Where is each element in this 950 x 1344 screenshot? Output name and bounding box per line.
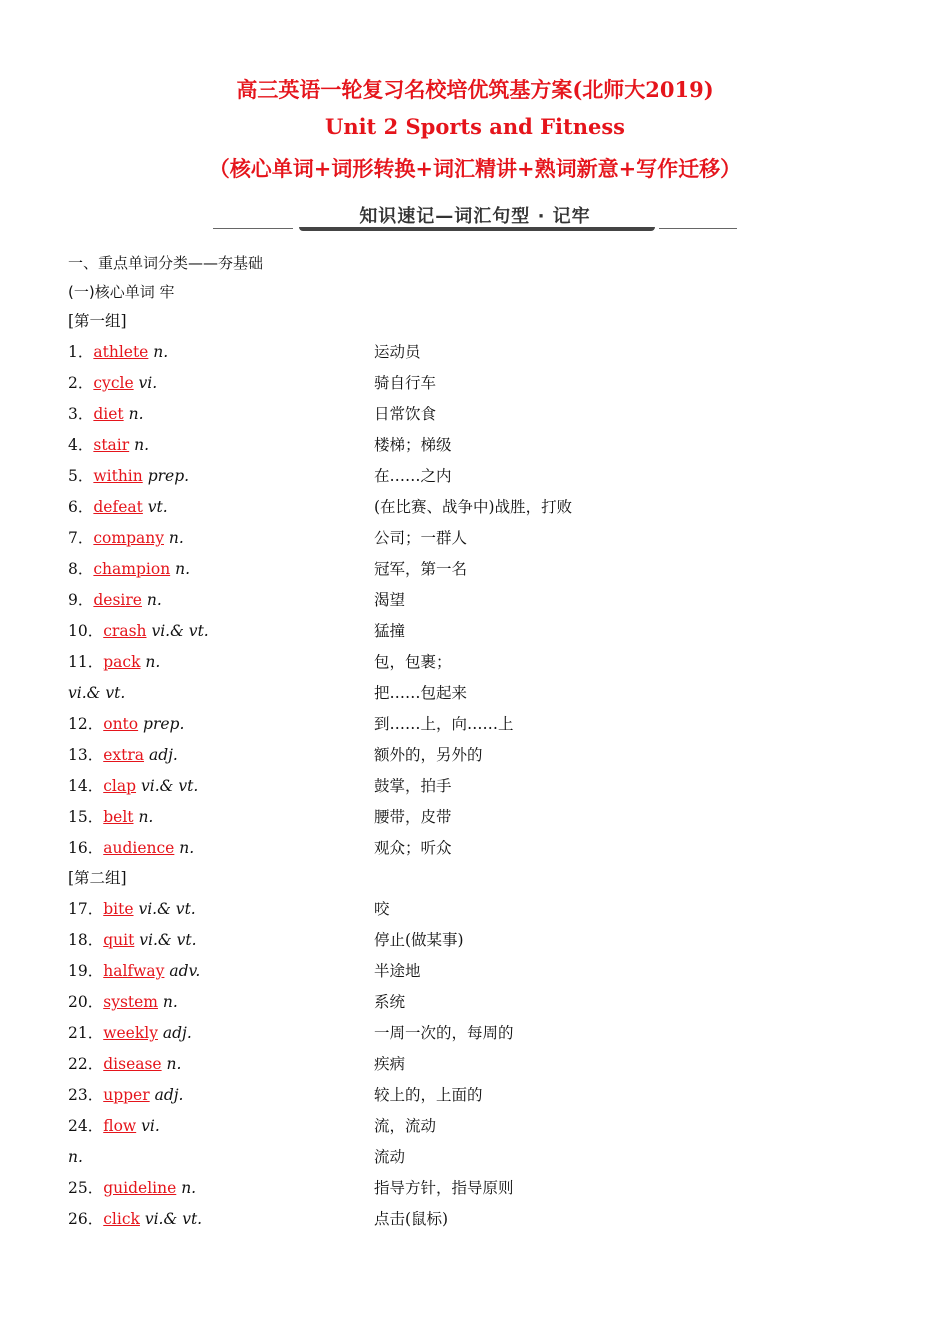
vocab-row <box>68 989 888 1015</box>
vocab-word: champion <box>93 560 171 578</box>
section-banner <box>213 200 737 236</box>
part-of-speech: n. <box>176 1179 197 1197</box>
chinese-meaning: (在比赛、战争中)战胜，打败 <box>374 498 573 516</box>
item-number: 21． <box>68 1024 104 1042</box>
item-number: 1． <box>68 343 94 361</box>
item-number: 17． <box>68 900 104 918</box>
chinese-meaning: 冠军，第一名 <box>374 560 468 578</box>
item-number: 19． <box>68 962 104 980</box>
vocab-row <box>68 1082 888 1108</box>
item-number: 4． <box>68 436 94 454</box>
vocab-row <box>68 463 888 489</box>
part-of-speech: vi. <box>136 1117 160 1135</box>
chinese-meaning: 半途地 <box>374 962 421 980</box>
vocab-word: diet <box>93 405 124 423</box>
chinese-meaning: 指导方针，指导原则 <box>374 1179 514 1197</box>
item-number: 5． <box>68 467 94 485</box>
item-number: 2． <box>68 374 94 392</box>
part-of-speech: adj. <box>144 746 178 764</box>
vocab-word: bite <box>103 900 134 918</box>
part-of-speech: n. <box>164 529 184 547</box>
chinese-meaning: 观众；听众 <box>374 839 452 857</box>
item-number: 24． <box>68 1117 104 1135</box>
part-of-speech: n. <box>158 993 178 1011</box>
chinese-meaning: 疾病 <box>374 1055 406 1073</box>
chinese-meaning: 运动员 <box>374 343 421 361</box>
item-number: 6． <box>68 498 94 516</box>
vocab-word: guideline <box>103 1179 177 1197</box>
chinese-meaning: 到……上，向……上 <box>374 715 514 733</box>
part-of-speech: vt. <box>142 498 168 516</box>
section-heading: 一、重点单词分类——夯基础 <box>68 254 264 272</box>
banner-text: 知识速记—词汇句型 · 记牢 <box>359 206 591 227</box>
chinese-meaning: 点击(鼠标) <box>374 1210 449 1228</box>
chinese-meaning: 流，流动 <box>374 1117 437 1135</box>
vocab-word: extra <box>103 746 145 764</box>
chinese-meaning: 停止(做某事) <box>374 931 464 949</box>
item-number: 18． <box>68 931 104 949</box>
vocab-word: click <box>103 1210 140 1228</box>
vocab-word: desire <box>93 591 142 609</box>
vocab-word: athlete <box>93 343 149 361</box>
document-title: 高三英语一轮复习名校培优筑基方案(北师大2019) <box>236 77 714 102</box>
chinese-meaning: 额外的，另外的 <box>374 746 483 764</box>
subtitle: （核心单词+词形转换+词汇精讲+熟词新意+写作迁移） <box>208 156 742 181</box>
vocab-row <box>68 494 888 520</box>
vocab-word: belt <box>103 808 134 826</box>
vocab-word: stair <box>93 436 130 454</box>
vocab-row <box>68 432 888 458</box>
vocab-row <box>68 1113 888 1139</box>
item-number: 22． <box>68 1055 104 1073</box>
chinese-meaning: 咬 <box>374 900 390 918</box>
chinese-meaning: 把……包起来 <box>374 684 468 702</box>
chinese-meaning: 骑自行车 <box>374 374 437 392</box>
item-number: 25． <box>68 1179 104 1197</box>
part-of-speech: n. <box>68 1148 83 1166</box>
vocab-row <box>68 556 888 582</box>
vocab-word: defeat <box>93 498 143 516</box>
chinese-meaning: 在……之内 <box>374 467 452 485</box>
part-of-speech: vi.& vt. <box>133 900 196 918</box>
part-of-speech: n. <box>123 405 144 423</box>
vocab-row <box>68 927 888 953</box>
vocab-word: crash <box>103 622 147 640</box>
vocab-row <box>68 1175 888 1201</box>
part-of-speech: n. <box>141 591 162 609</box>
group-label-text: [第一组] <box>68 312 127 330</box>
part-of-speech: adv. <box>164 962 201 980</box>
vocab-word: cycle <box>93 374 134 392</box>
item-number: 10． <box>68 622 104 640</box>
part-of-speech: vi.& vt. <box>146 622 209 640</box>
chinese-meaning: 渴望 <box>374 591 406 609</box>
banner-right-rule <box>659 228 737 229</box>
vocab-word: system <box>103 993 158 1011</box>
chinese-meaning: 包，包裹； <box>374 653 452 671</box>
chinese-meaning: 一周一次的，每周的 <box>374 1024 514 1042</box>
part-of-speech: adj. <box>149 1086 184 1104</box>
item-number: 12． <box>68 715 104 733</box>
vocab-row <box>68 1020 888 1046</box>
part-of-speech: n. <box>140 653 161 671</box>
part-of-speech: n. <box>148 343 169 361</box>
vocab-row <box>68 711 888 737</box>
part-of-speech: adj. <box>157 1024 192 1042</box>
chinese-meaning: 猛撞 <box>374 622 406 640</box>
part-of-speech: vi.& vt. <box>68 684 126 702</box>
vocab-word: weekly <box>103 1024 158 1042</box>
group-label <box>68 865 888 891</box>
vocab-word: halfway <box>103 962 165 980</box>
vocab-word: onto <box>103 715 139 733</box>
vocab-row <box>68 1051 888 1077</box>
banner-left-rule <box>213 228 293 229</box>
part-of-speech: n. <box>170 560 191 578</box>
vocab-word: upper <box>103 1086 150 1104</box>
item-number: 9． <box>68 591 94 609</box>
vocab-word: pack <box>103 653 141 671</box>
item-number: 14． <box>68 777 104 795</box>
vocab-word: within <box>93 467 143 485</box>
vocab-word: quit <box>103 931 135 949</box>
vocab-row <box>68 773 888 799</box>
chinese-meaning: 腰带，皮带 <box>374 808 452 826</box>
part-of-speech: n. <box>161 1055 182 1073</box>
vocab-row <box>68 1144 888 1170</box>
vocab-word: disease <box>103 1055 162 1073</box>
group-label <box>68 308 888 334</box>
chinese-meaning: 公司；一群人 <box>374 529 468 547</box>
item-number: 7． <box>68 529 94 547</box>
unit-title: Unit 2 Sports and Fitness <box>325 114 625 139</box>
item-number: 13． <box>68 746 104 764</box>
item-number: 8． <box>68 560 94 578</box>
vocab-row <box>68 525 888 551</box>
item-number: 11． <box>68 653 104 671</box>
part-of-speech: vi.& vt. <box>134 931 197 949</box>
chinese-meaning: 系统 <box>374 993 406 1011</box>
vocab-word: flow <box>103 1117 137 1135</box>
vocab-word: audience <box>103 839 175 857</box>
vocab-row <box>68 896 888 922</box>
vocab-row <box>68 339 888 365</box>
vocab-row <box>68 401 888 427</box>
chinese-meaning: 较上的，上面的 <box>374 1086 483 1104</box>
part-of-speech: n. <box>174 839 195 857</box>
vocab-row <box>68 804 888 830</box>
vocab-row <box>68 742 888 768</box>
chinese-meaning: 楼梯；梯级 <box>374 436 452 454</box>
item-number: 26． <box>68 1210 104 1228</box>
subsection-heading: (一)核心单词 牢 <box>68 283 175 301</box>
part-of-speech: vi. <box>133 374 158 392</box>
item-number: 23． <box>68 1086 104 1104</box>
item-number: 3． <box>68 405 94 423</box>
part-of-speech: prep. <box>138 715 185 733</box>
item-number: 15． <box>68 808 104 826</box>
vocab-row <box>68 649 888 675</box>
item-number: 20． <box>68 993 104 1011</box>
part-of-speech: vi.& vt. <box>136 777 199 795</box>
item-number: 16． <box>68 839 104 857</box>
part-of-speech: prep. <box>142 467 190 485</box>
chinese-meaning: 日常饮食 <box>374 405 437 423</box>
group-label-text: [第二组] <box>68 869 127 887</box>
vocab-row <box>68 1206 888 1232</box>
vocab-row <box>68 958 888 984</box>
part-of-speech: n. <box>133 808 154 826</box>
vocab-row <box>68 835 888 861</box>
part-of-speech: n. <box>129 436 150 454</box>
vocab-row <box>68 587 888 613</box>
chinese-meaning: 鼓掌，拍手 <box>374 777 452 795</box>
vocab-row <box>68 680 888 706</box>
vocab-row <box>68 618 888 644</box>
part-of-speech: vi.& vt. <box>139 1210 203 1228</box>
vocab-word: clap <box>103 777 137 795</box>
vocab-row <box>68 370 888 396</box>
vocab-word: company <box>93 529 164 547</box>
chinese-meaning: 流动 <box>374 1148 406 1166</box>
